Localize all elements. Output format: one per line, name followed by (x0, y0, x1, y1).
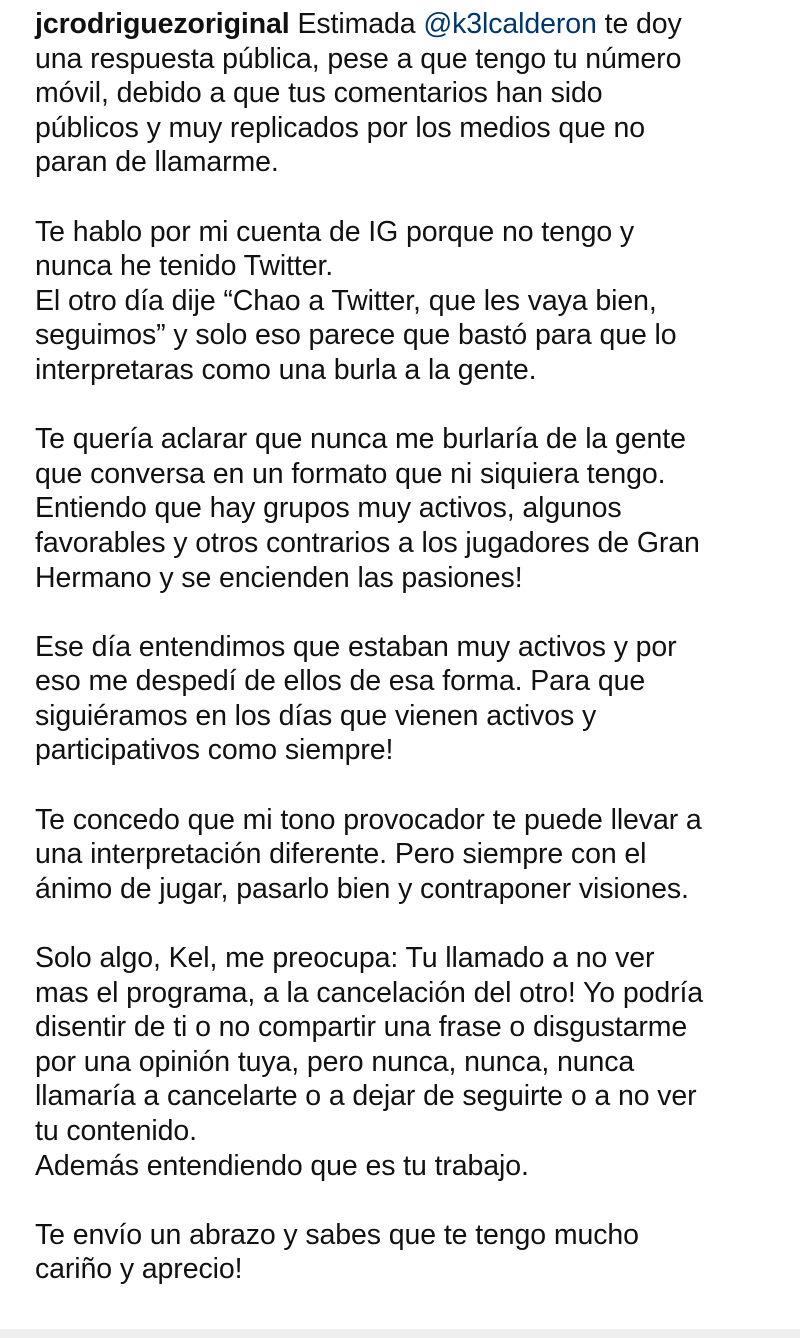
caption-paragraph (35, 941, 800, 1183)
caption-line: ánimo de jugar, pasarlo bien y contraponer visiones. (35, 872, 689, 905)
caption-line: eso me despedí de ellos de esa forma. Para que (35, 665, 646, 698)
caption-paragraph (35, 1218, 800, 1287)
paragraph-gap (35, 180, 800, 215)
paragraph-gap (35, 906, 800, 941)
caption-paragraph (35, 215, 800, 388)
caption-text: te doy (604, 8, 682, 40)
caption-line: favorables y otros contrarios a los jugadores de Gran (35, 526, 700, 559)
caption-paragraph (35, 422, 800, 595)
caption-line: Solo algo, Kel, me preocupa: Tu llamado a no ver (35, 942, 655, 975)
caption-line: nunca he tenido Twitter. (35, 250, 334, 283)
caption-line: públicos y muy replicados por los medios que no (35, 111, 645, 144)
caption-line: siguiéramos en los días que vienen activos y (35, 699, 597, 732)
caption-line: Ese día entendimos que estaban muy activos y por (35, 630, 677, 663)
caption-line: seguimos” y solo eso parece que bastó para que lo (35, 319, 677, 352)
caption-line: disentir de ti o no compartir una frase o disgustarme (35, 1011, 688, 1044)
caption-paragraph (35, 630, 800, 768)
caption-paragraph (35, 42, 800, 180)
paragraph-gap (35, 768, 800, 803)
caption-line: Hermano y se encienden las pasiones! (35, 561, 523, 594)
caption-text: Estimada (297, 8, 416, 40)
caption-first-line (35, 7, 800, 42)
caption-line: Te concedo que mi tono provocador te puede llevar a (35, 803, 702, 836)
caption-paragraph (35, 803, 800, 907)
caption-line: Además entendiendo que es tu trabajo. (35, 1149, 529, 1182)
paragraph-gap (35, 388, 800, 423)
caption-line: llamaría a cancelarte o a dejar de seguirte o a no ver (35, 1080, 697, 1113)
caption-line: móvil, debido a que tus comentarios han sido (35, 77, 603, 110)
caption-paragraphs (35, 42, 800, 1287)
username-link[interactable]: jcrodriguezoriginal (35, 8, 290, 40)
caption-line: participativos como siempre! (35, 734, 394, 767)
paragraph-gap (35, 1183, 800, 1218)
caption-line: El otro día dije “Chao a Twitter, que les vaya bien, (35, 284, 657, 317)
caption-line: Te quería aclarar que nunca me burlaría de la gente (35, 423, 686, 456)
caption-line: que conversa en un formato que ni siquiera tengo. (35, 457, 666, 490)
caption-line: mas el programa, a la cancelación del otro! Yo podría (35, 976, 704, 1009)
caption-line: Entiendo que hay grupos muy activos, algunos (35, 492, 622, 525)
post-caption (35, 7, 800, 1287)
caption-line: Te envío un abrazo y sabes que te tengo mucho (35, 1218, 639, 1251)
caption-line: paran de llamarme. (35, 146, 279, 179)
bottom-divider (0, 1329, 800, 1338)
caption-line: tu contenido. (35, 1115, 197, 1147)
paragraph-gap (35, 595, 800, 630)
mention-link[interactable]: @k3lcalderon (423, 8, 597, 40)
caption-line: cariño y aprecio! (35, 1253, 243, 1286)
caption-line: por una opinión tuya, pero nunca, nunca, nunca (35, 1045, 635, 1078)
caption-line: Te hablo por mi cuenta de IG porque no tengo y (35, 215, 635, 248)
caption-line: una interpretación diferente. Pero siempre con el (35, 838, 647, 871)
caption-line: una respuesta pública, pese a que tengo tu número (35, 42, 682, 75)
caption-line: interpretaras como una burla a la gente. (35, 353, 537, 386)
